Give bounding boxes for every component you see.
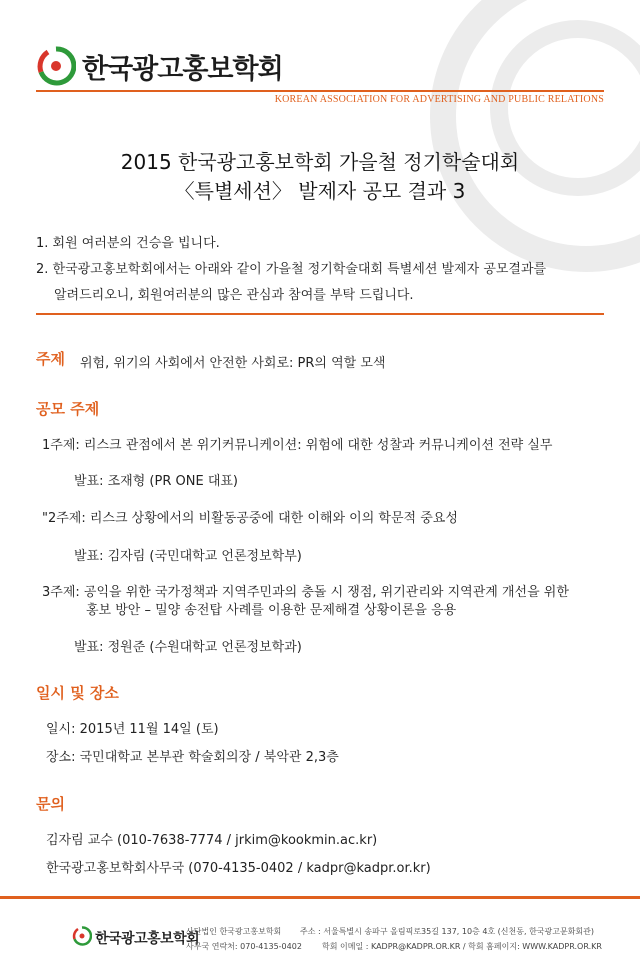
- footer-office-phone: 사무국 연락처: 070-4135-0402: [186, 942, 302, 951]
- footer-address: 주소 : 서울특별시 송파구 올림픽로35길 137, 10층 4호 (신천동, 한국광고문화회관): [300, 927, 595, 936]
- org-name: 한국광고홍보학회: [82, 53, 283, 85]
- header-divider: [36, 90, 604, 92]
- intro-item-2-cont: 알려드리오니, 회원여러분의 많은 관심과 참여를 부탁 드립니다.: [54, 288, 414, 303]
- theme-text: 위험, 위기의 사회에서 안전한 사회로: PR의 역할 모색: [80, 356, 386, 371]
- intro-item-1: 1. 회원 여러분의 건승을 빕니다.: [36, 236, 220, 251]
- topic-3-presenter: 발표: 정원준 (수원대학교 언론정보학과): [74, 640, 302, 655]
- footer-logo-icon: [72, 926, 92, 950]
- footer-org-legal-name: 사단법인 한국광고홍보학회: [186, 927, 282, 936]
- contact-professor: 김자림 교수 (010-7638-7774 / jrkim@kookmin.ac.kr): [46, 833, 378, 848]
- footer-email-website: 학회 이메일 : KADPR@KADPR.OR.KR / 학회 홈페이지: WWW.KADPR.OR.KR: [322, 942, 602, 951]
- org-tagline: KOREAN ASSOCIATION FOR ADVERTISING AND PUBLIC RELATIONS: [274, 94, 604, 105]
- logo-icon: [36, 46, 76, 86]
- topics-heading: 공모 주제: [36, 400, 100, 418]
- schedule-date: 일시: 2015년 11월 14일 (토): [46, 722, 219, 737]
- contact-office: 한국광고홍보학회사무국 (070-4135-0402 / kadpr@kadpr.or.kr): [46, 861, 431, 876]
- intro-item-2: 2. 한국광고홍보학회에서는 아래와 같이 가을철 정기학술대회 특별세션 발제자 공모결과를: [36, 262, 547, 277]
- org-logo: [36, 46, 283, 86]
- page-title-line2: 〈특별세션〉 발제자 공모 결과 3: [174, 179, 466, 203]
- section-divider: [36, 313, 604, 315]
- footer-logo: [72, 926, 199, 950]
- footer-org-name: 한국광고홍보학회: [95, 931, 200, 947]
- topic-1-presenter: 발표: 조재형 (PR ONE 대표): [74, 474, 239, 489]
- topic-2-presenter: 발표: 김자림 (국민대학교 언론정보학부): [74, 549, 302, 564]
- topic-3-cont: 홍보 방안 – 밀양 송전탑 사례를 이용한 문제해결 상황이론을 응용: [86, 603, 457, 618]
- page-title-line1: 2015 한국광고홍보학회 가을철 정기학술대회: [120, 150, 520, 174]
- topic-1: 1주제: 리스크 관점에서 본 위기커뮤니케이션: 위험에 대한 성찰과 커뮤니케이션 전략 실무: [42, 438, 553, 453]
- theme-heading: 주제: [36, 350, 65, 368]
- schedule-place: 장소: 국민대학교 본부관 학술회의장 / 북악관 2,3층: [46, 750, 339, 765]
- contact-heading: 문의: [36, 795, 65, 813]
- page-footer: [0, 896, 640, 978]
- topic-2: "2주제: 리스크 상황에서의 비활동공중에 대한 이해와 이의 학문적 중요성: [42, 511, 458, 526]
- schedule-heading: 일시 및 장소: [36, 684, 119, 702]
- footer-divider: [0, 896, 640, 899]
- topic-3: 3주제: 공익을 위한 국가정책과 지역주민과의 충돌 시 쟁점, 위기관리와 지역관계 개선을 위한: [42, 585, 569, 600]
